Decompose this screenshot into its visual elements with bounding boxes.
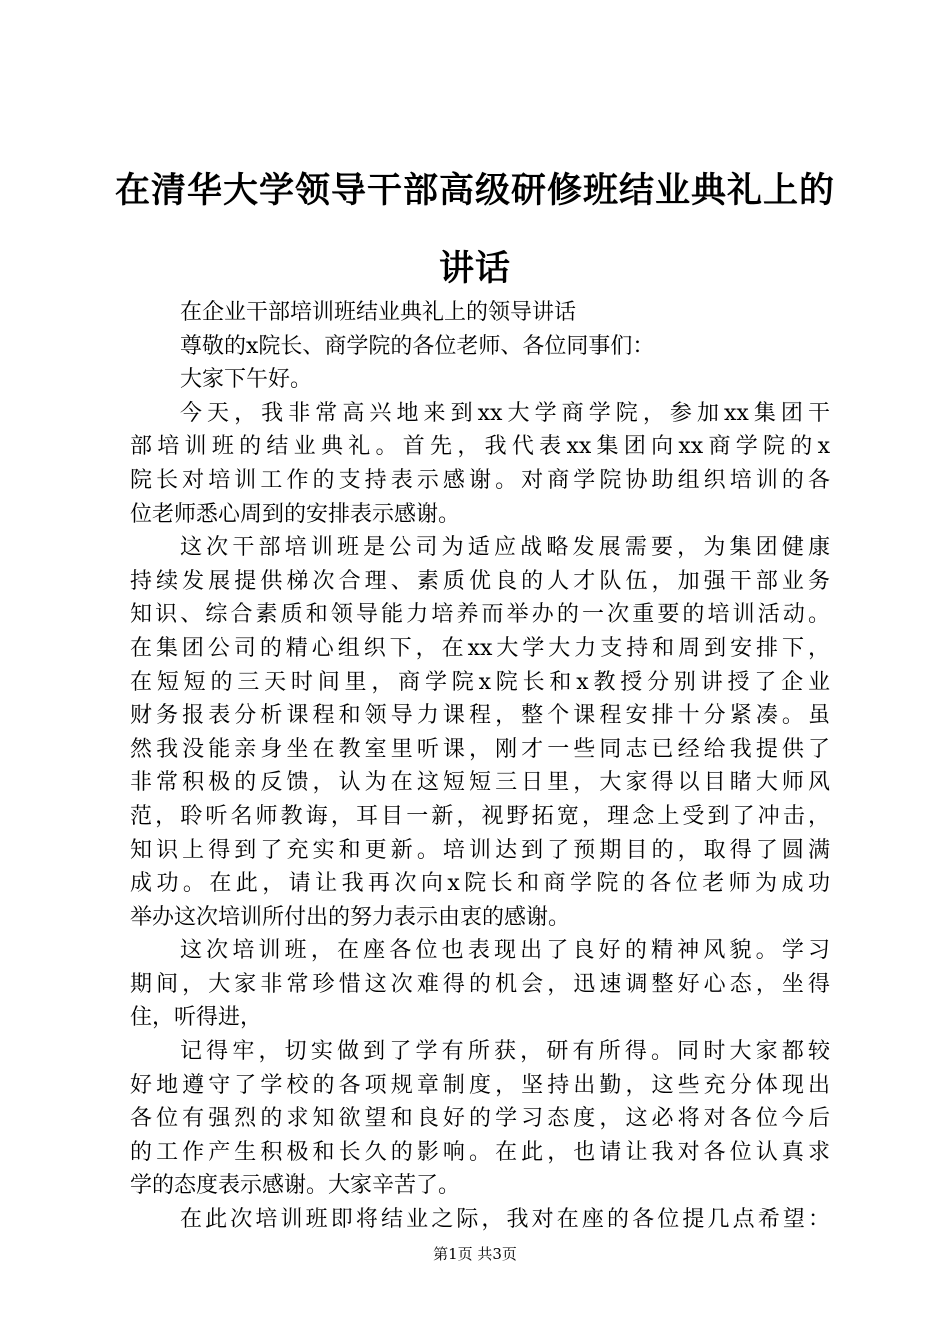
title-line-1: 在清华大学领导干部高级研修班结业典礼上的 xyxy=(114,170,835,211)
body-line: 这次培训班，在座各位也表现出了良好的精神风貌。学习 xyxy=(180,938,830,964)
body-line: 范，聆听名师教诲，耳目一新，视野拓宽，理念上受到了冲击， xyxy=(130,803,830,829)
body-line: 在集团公司的精心组织下，在xx大学大力支持和周到安排下， xyxy=(130,635,830,661)
body-line: 财务报表分析课程和领导力课程，整个课程安排十分紧凑。虽 xyxy=(130,703,830,729)
body-line: 今天，我非常高兴地来到xx大学商学院，参加xx集团干 xyxy=(180,400,830,426)
body-line: 然我没能亲身坐在教室里听课，刚才一些同志已经给我提供了 xyxy=(130,736,830,762)
body-line: 住，听得进， xyxy=(130,1005,263,1031)
body-line: 记得牢，切实做到了学有所获，研有所得。同时大家都较 xyxy=(180,1039,830,1065)
body-line: 大家下午好。 xyxy=(180,367,313,393)
body-line: 期间，大家非常珍惜这次难得的机会，迅速调整好心态，坐得 xyxy=(130,971,830,997)
body-line: 尊敬的x院长、商学院的各位老师、各位同事们： xyxy=(180,333,655,359)
page-footer: 第1页 共3页 xyxy=(433,1245,517,1263)
body-line: 部培训班的结业典礼。首先，我代表xx集团向xx商学院的x xyxy=(130,434,830,460)
body-line: 持续发展提供梯次合理、素质优良的人才队伍，加强干部业务 xyxy=(130,568,830,594)
body-line: 院长对培训工作的支持表示感谢。对商学院协助组织培训的各 xyxy=(130,467,830,493)
body-line: 好地遵守了学校的各项规章制度，坚持出勤，这些充分体现出 xyxy=(130,1072,830,1098)
body-line: 举办这次培训所付出的努力表示由衷的感谢。 xyxy=(130,904,571,930)
body-line: 在短短的三天时间里，商学院x院长和x教授分别讲授了企业 xyxy=(130,669,830,695)
title-line-2: 讲话 xyxy=(438,248,511,289)
body-line: 非常积极的反馈，认为在这短短三日里，大家得以目睹大师风 xyxy=(130,770,830,796)
body-line: 成功。在此，请让我再次向x院长和商学院的各位老师为成功 xyxy=(130,871,830,897)
body-line: 这次干部培训班是公司为适应战略发展需要，为集团健康 xyxy=(180,535,830,561)
body-line: 学的态度表示感谢。大家辛苦了。 xyxy=(130,1173,461,1199)
body-line: 各位有强烈的求知欲望和良好的学习态度，这必将对各位今后 xyxy=(130,1106,830,1132)
document-title xyxy=(100,152,850,308)
body-line: 位老师悉心周到的安排表示感谢。 xyxy=(130,501,461,527)
body-line: 知识上得到了充实和更新。培训达到了预期目的，取得了圆满 xyxy=(130,837,830,863)
body-line: 的工作产生积极和长久的影响。在此，也请让我对各位认真求 xyxy=(130,1139,830,1165)
document-body xyxy=(130,296,830,1237)
body-line: 在此次培训班即将结业之际，我对在座的各位提几点希望： xyxy=(180,1207,830,1233)
body-line: 知识、综合素质和领导能力培养而举办的一次重要的培训活动。 xyxy=(130,602,830,628)
body-line: 在企业干部培训班结业典礼上的领导讲话 xyxy=(180,300,577,325)
